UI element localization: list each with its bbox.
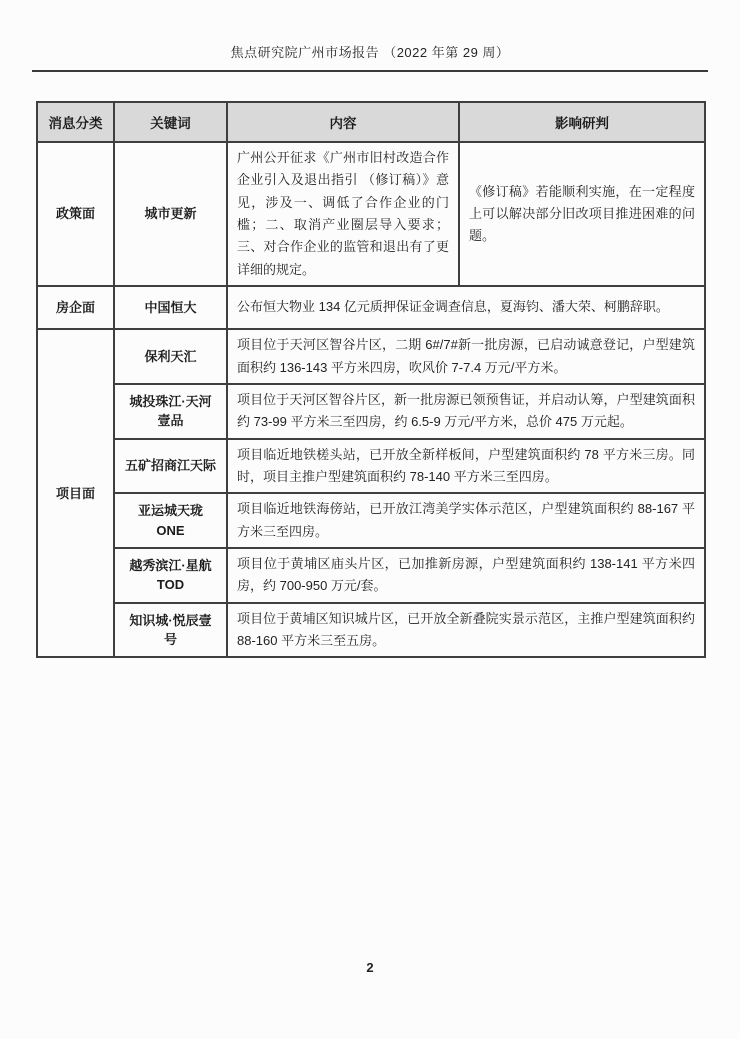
content-cell-project-2: 项目临近地铁槎头站，已开放全新样板间，户型建筑面积约 78 平方米三房。同时，项目主推户型建筑面积约 78-140 平方米三至四房。 [227, 439, 705, 494]
keyword-cell-urban-renewal: 城市更新 [114, 142, 227, 286]
table-row-project [37, 329, 705, 384]
table-row-project [37, 384, 705, 439]
impact-cell-urban-renewal: 《修订稿》若能顺利实施，在一定程度上可以解决部分旧改项目推进困难的问题。 [459, 142, 705, 286]
column-header-content: 内容 [227, 102, 459, 142]
column-header-impact: 影响研判 [459, 102, 705, 142]
report-title: 焦点研究院广州市场报告 （2022 年第 29 周） [230, 45, 510, 60]
report-header [0, 0, 740, 61]
keyword-cell-evergrande: 中国恒大 [114, 286, 227, 329]
category-cell-policy: 政策面 [37, 142, 114, 286]
content-cell-urban-renewal: 广州公开征求《广州市旧村改造合作企业引入及退出指引 （修订稿）》意见，涉及一、调低了合作企业的门槛；二、取消产业圈层导入要求；三、对合作企业的监管和退出有了更详细的规定。 [227, 142, 459, 286]
table-row-project [37, 493, 705, 548]
content-cell-evergrande: 公布恒大物业 134 亿元质押保证金调查信息，夏海钧、潘大荣、柯鹏辞职。 [227, 286, 705, 329]
column-header-keyword: 关键词 [114, 102, 227, 142]
content-cell-project-0: 项目位于天河区智谷片区，二期 6#/7#新一批房源，已启动诚意登记，户型建筑面积约 136-143 平方米四房，吹风价 7-7.4 万元/平方米。 [227, 329, 705, 384]
table-row-project [37, 439, 705, 494]
table-row-company [37, 286, 705, 329]
table-row-project [37, 603, 705, 658]
keyword-cell-project-3: 亚运城天珑 ONE [114, 493, 227, 548]
table-row-project [37, 548, 705, 603]
column-header-category: 消息分类 [37, 102, 114, 142]
page-number: 2 [366, 960, 374, 975]
keyword-cell-project-2: 五矿招商江天际 [114, 439, 227, 494]
category-cell-company: 房企面 [37, 286, 114, 329]
keyword-cell-project-4: 越秀滨江·星航 TOD [114, 548, 227, 603]
content-cell-project-3: 项目临近地铁海傍站，已开放江湾美学实体示范区，户型建筑面积约 88-167 平方米三至四房。 [227, 493, 705, 548]
table-header-row [37, 102, 705, 142]
table-row-policy [37, 142, 705, 286]
content-cell-project-1: 项目位于天河区智谷片区，新一批房源已领预售证，并启动认筹，户型建筑面积约 73-99 平方米三至四房，约 6.5-9 万元/平方米，总价 475 万元起。 [227, 384, 705, 439]
category-cell-projects: 项目面 [37, 329, 114, 657]
keyword-cell-project-0: 保利天汇 [114, 329, 227, 384]
keyword-cell-project-1: 城投珠江·天河壹品 [114, 384, 227, 439]
header-divider [32, 70, 708, 72]
market-report-table [36, 101, 706, 658]
content-cell-project-4: 项目位于黄埔区庙头片区，已加推新房源，户型建筑面积约 138-141 平方米四房，约 700-950 万元/套。 [227, 548, 705, 603]
content-cell-project-5: 项目位于黄埔区知识城片区，已开放全新叠院实景示范区，主推户型建筑面积约 88-160 平方米三至五房。 [227, 603, 705, 658]
keyword-cell-project-5: 知识城·悦辰壹号 [114, 603, 227, 658]
